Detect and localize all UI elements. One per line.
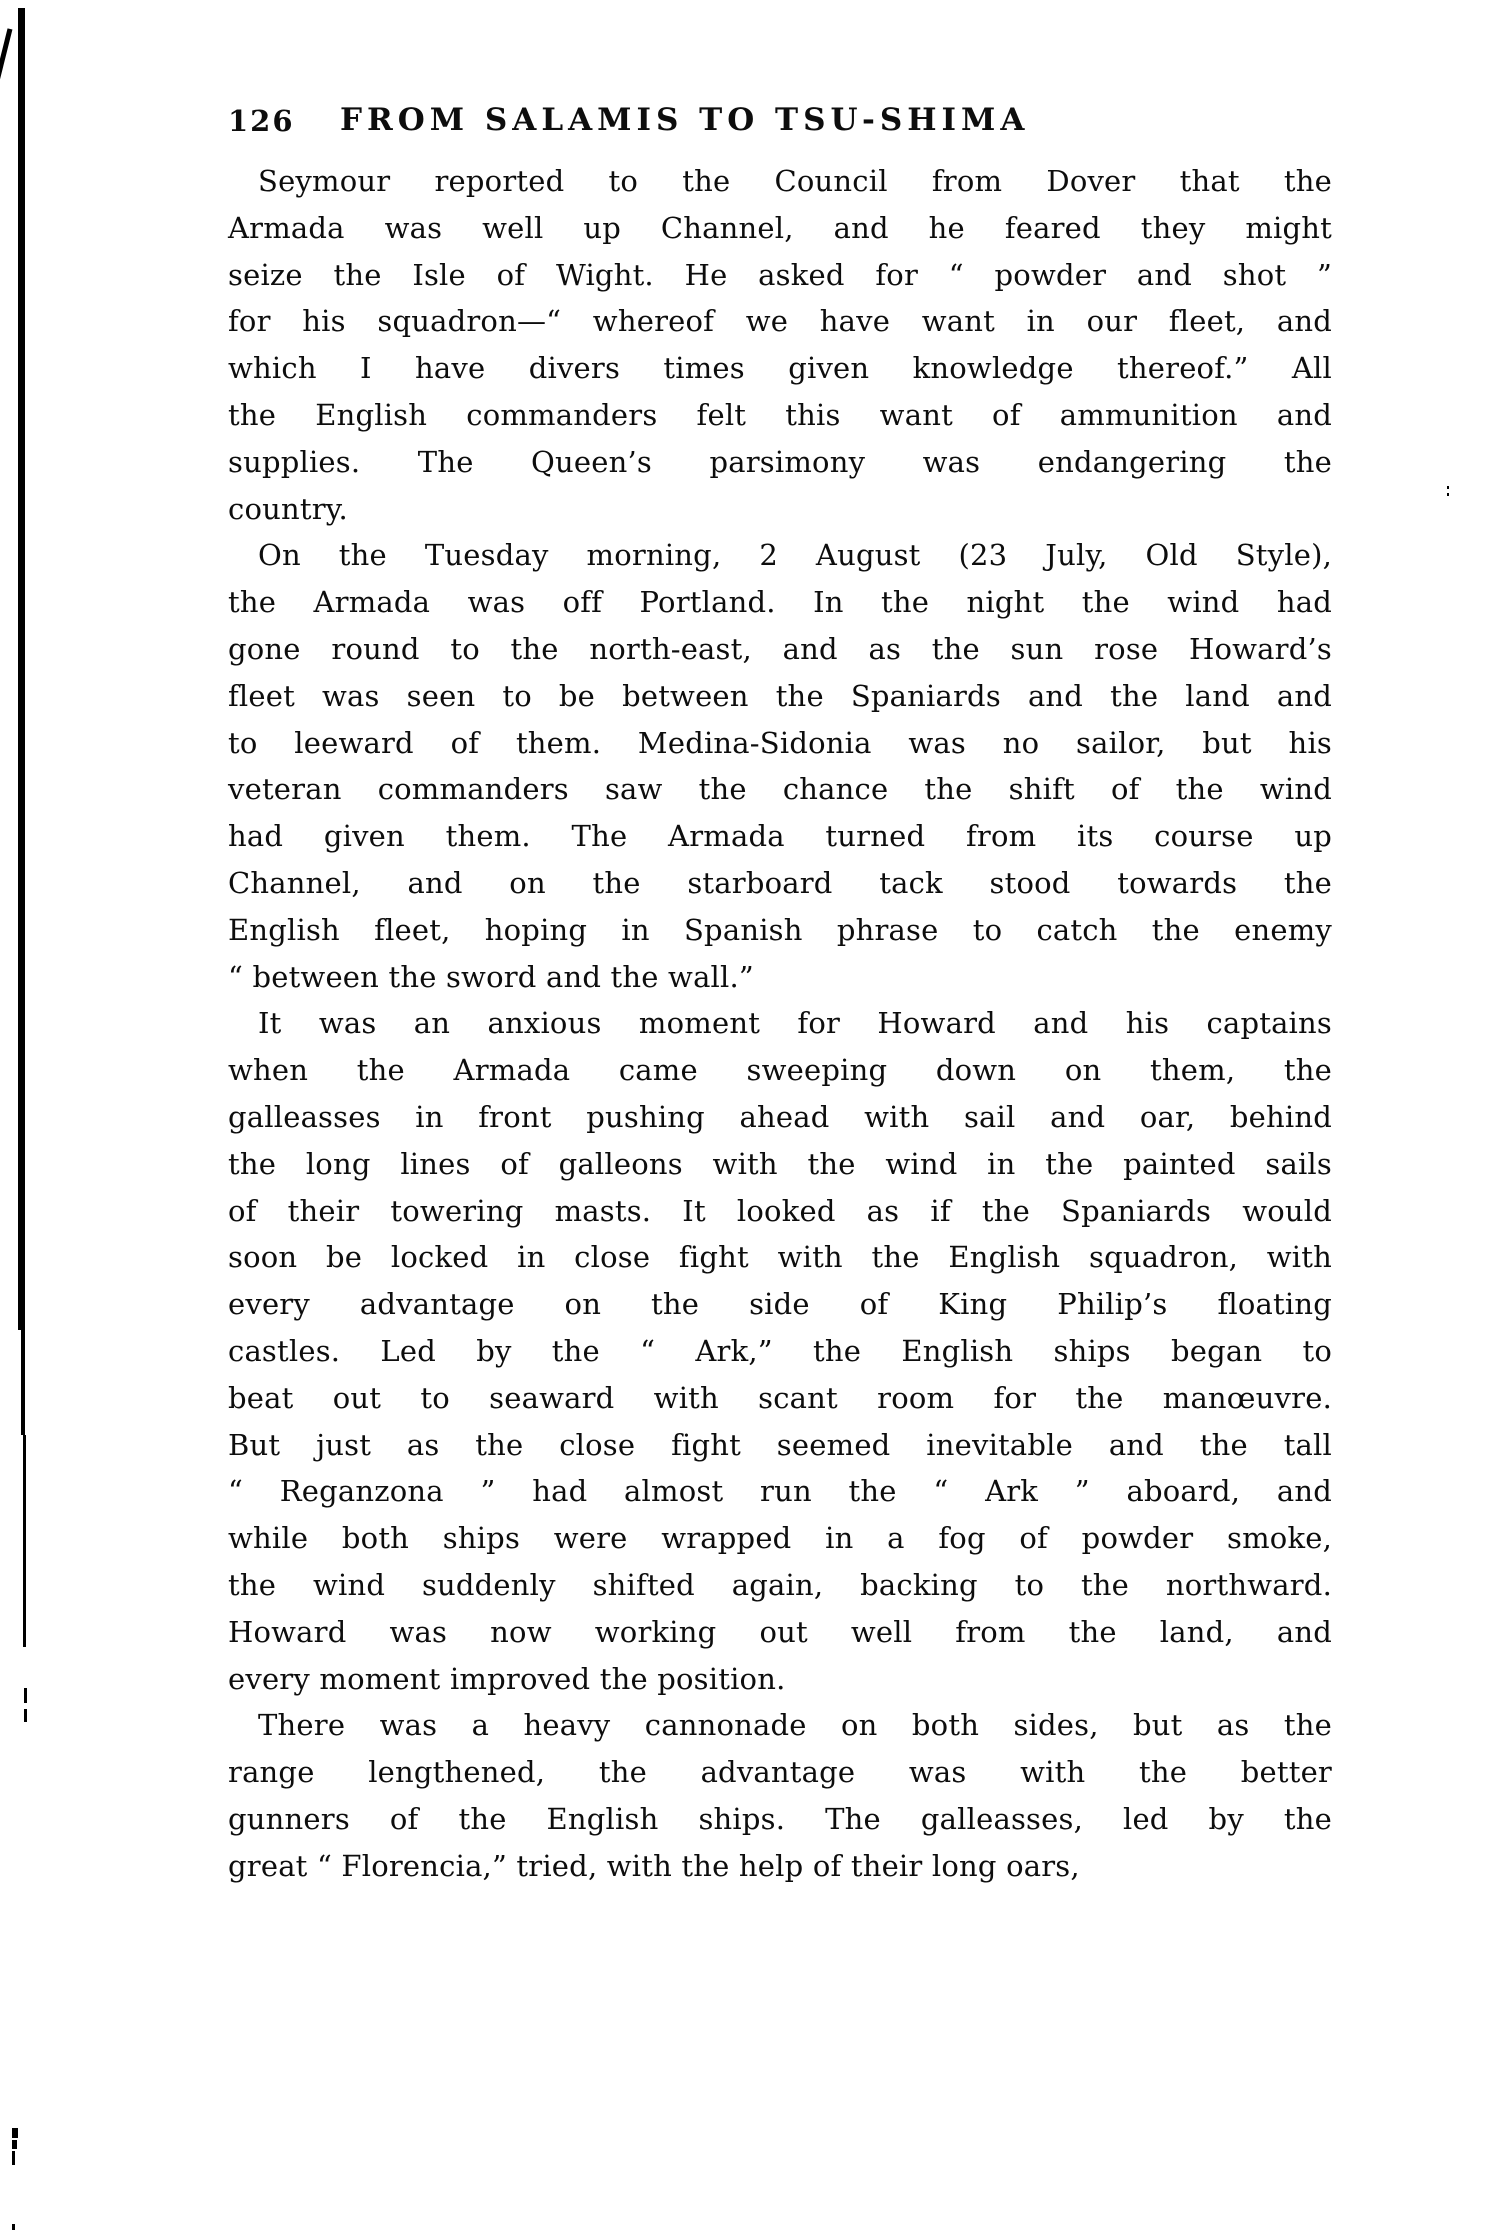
text-line: of their towering masts. It looked as if the Spaniards would [228, 1193, 1332, 1228]
page-number: 126 [228, 104, 295, 138]
text-line: castles. Led by the “ Ark,” the English ships began to [228, 1333, 1332, 1368]
text-line: for his squadron—“ whereof we have want in our fleet, and [228, 304, 1332, 339]
text-line: to leeward of them. Medina-Sidonia was no sailor, but his [228, 725, 1332, 760]
text-line: supplies. The Queen’s parsimony was endangering the [228, 444, 1332, 479]
scan-artifact-binding-line [21, 1330, 25, 1435]
scan-artifact-mark [12, 2151, 15, 2165]
text-line: which I have divers times given knowledge thereof.” All [228, 351, 1332, 386]
text-line: the English commanders felt this want of ammunition and [228, 397, 1332, 432]
text-line: when the Armada came sweeping down on them, the [228, 1053, 1332, 1088]
scan-artifact-dot [12, 2224, 15, 2230]
text-line: On the Tuesday morning, 2 August (23 July, Old Style), [258, 538, 1332, 573]
text-line: the wind suddenly shifted again, backing to the northward. [228, 1567, 1332, 1602]
scan-artifact-binding-line [23, 1435, 26, 1647]
text-body [228, 158, 1332, 1889]
text-line: country. [228, 491, 348, 526]
text-line: beat out to seaward with scant room for the manœuvre. [228, 1380, 1332, 1415]
text-line: the long lines of galleons with the wind in the painted sails [228, 1146, 1332, 1181]
running-header-title: FROM SALAMIS TO TSU-SHIMA [340, 102, 1030, 138]
text-line: fleet was seen to be between the Spaniards and the land and [228, 678, 1332, 713]
paragraph [228, 532, 1332, 1000]
text-line: galleasses in front pushing ahead with sail and oar, behind [228, 1099, 1332, 1134]
text-line: Seymour reported to the Council from Dover that the [258, 164, 1332, 198]
text-line: every advantage on the side of King Philip’s floating [228, 1287, 1332, 1322]
paragraph [228, 1702, 1332, 1889]
text-line: great “ Florencia,” tried, with the help of their long oars, [228, 1848, 1080, 1883]
text-line: “ between the sword and the wall.” [228, 959, 754, 994]
text-line: range lengthened, the advantage was with the better [228, 1755, 1332, 1790]
scan-artifact-dash [24, 1709, 27, 1722]
scan-artifact-speck [1447, 493, 1449, 496]
scan-artifact-top-hook [0, 28, 12, 89]
text-line: Armada was well up Channel, and he feared they might [228, 210, 1332, 245]
scan-artifact-mark [12, 2140, 17, 2149]
text-line: soon be locked in close fight with the English squadron, with [228, 1240, 1332, 1275]
running-header [228, 102, 1332, 146]
scan-artifact-speck [1447, 486, 1449, 489]
scan-artifact-binding-line [18, 8, 25, 1330]
scan-artifact-dash [24, 1688, 27, 1703]
text-line: Channel, and on the starboard tack stood towards the [228, 865, 1332, 900]
paragraph [228, 1000, 1332, 1702]
text-line: had given them. The Armada turned from its course up [228, 819, 1332, 854]
text-line: English fleet, hoping in Spanish phrase to catch the enemy [228, 912, 1332, 947]
text-line: gunners of the English ships. The galleasses, led by the [228, 1801, 1332, 1836]
text-line: veteran commanders saw the chance the shift of the wind [228, 772, 1332, 807]
scan-artifact-mark [12, 2128, 18, 2138]
text-line: Howard was now working out well from the land, and [228, 1614, 1332, 1649]
text-line: But just as the close fight seemed inevitable and the tall [228, 1427, 1332, 1462]
text-line: the Armada was off Portland. In the night the wind had [228, 585, 1332, 620]
text-line: There was a heavy cannonade on both sides, but as the [258, 1708, 1332, 1743]
text-line: gone round to the north-east, and as the sun rose Howard’s [228, 631, 1332, 666]
text-line: every moment improved the position. [228, 1661, 786, 1696]
paragraph [228, 158, 1332, 532]
text-line: while both ships were wrapped in a fog of powder smoke, [228, 1521, 1332, 1556]
text-block [228, 102, 1332, 1889]
text-line: “ Reganzona ” had almost run the “ Ark ” aboard, and [228, 1474, 1332, 1509]
text-line: It was an anxious moment for Howard and his captains [258, 1006, 1332, 1041]
text-line: seize the Isle of Wight. He asked for “ powder and shot ” [228, 257, 1332, 292]
